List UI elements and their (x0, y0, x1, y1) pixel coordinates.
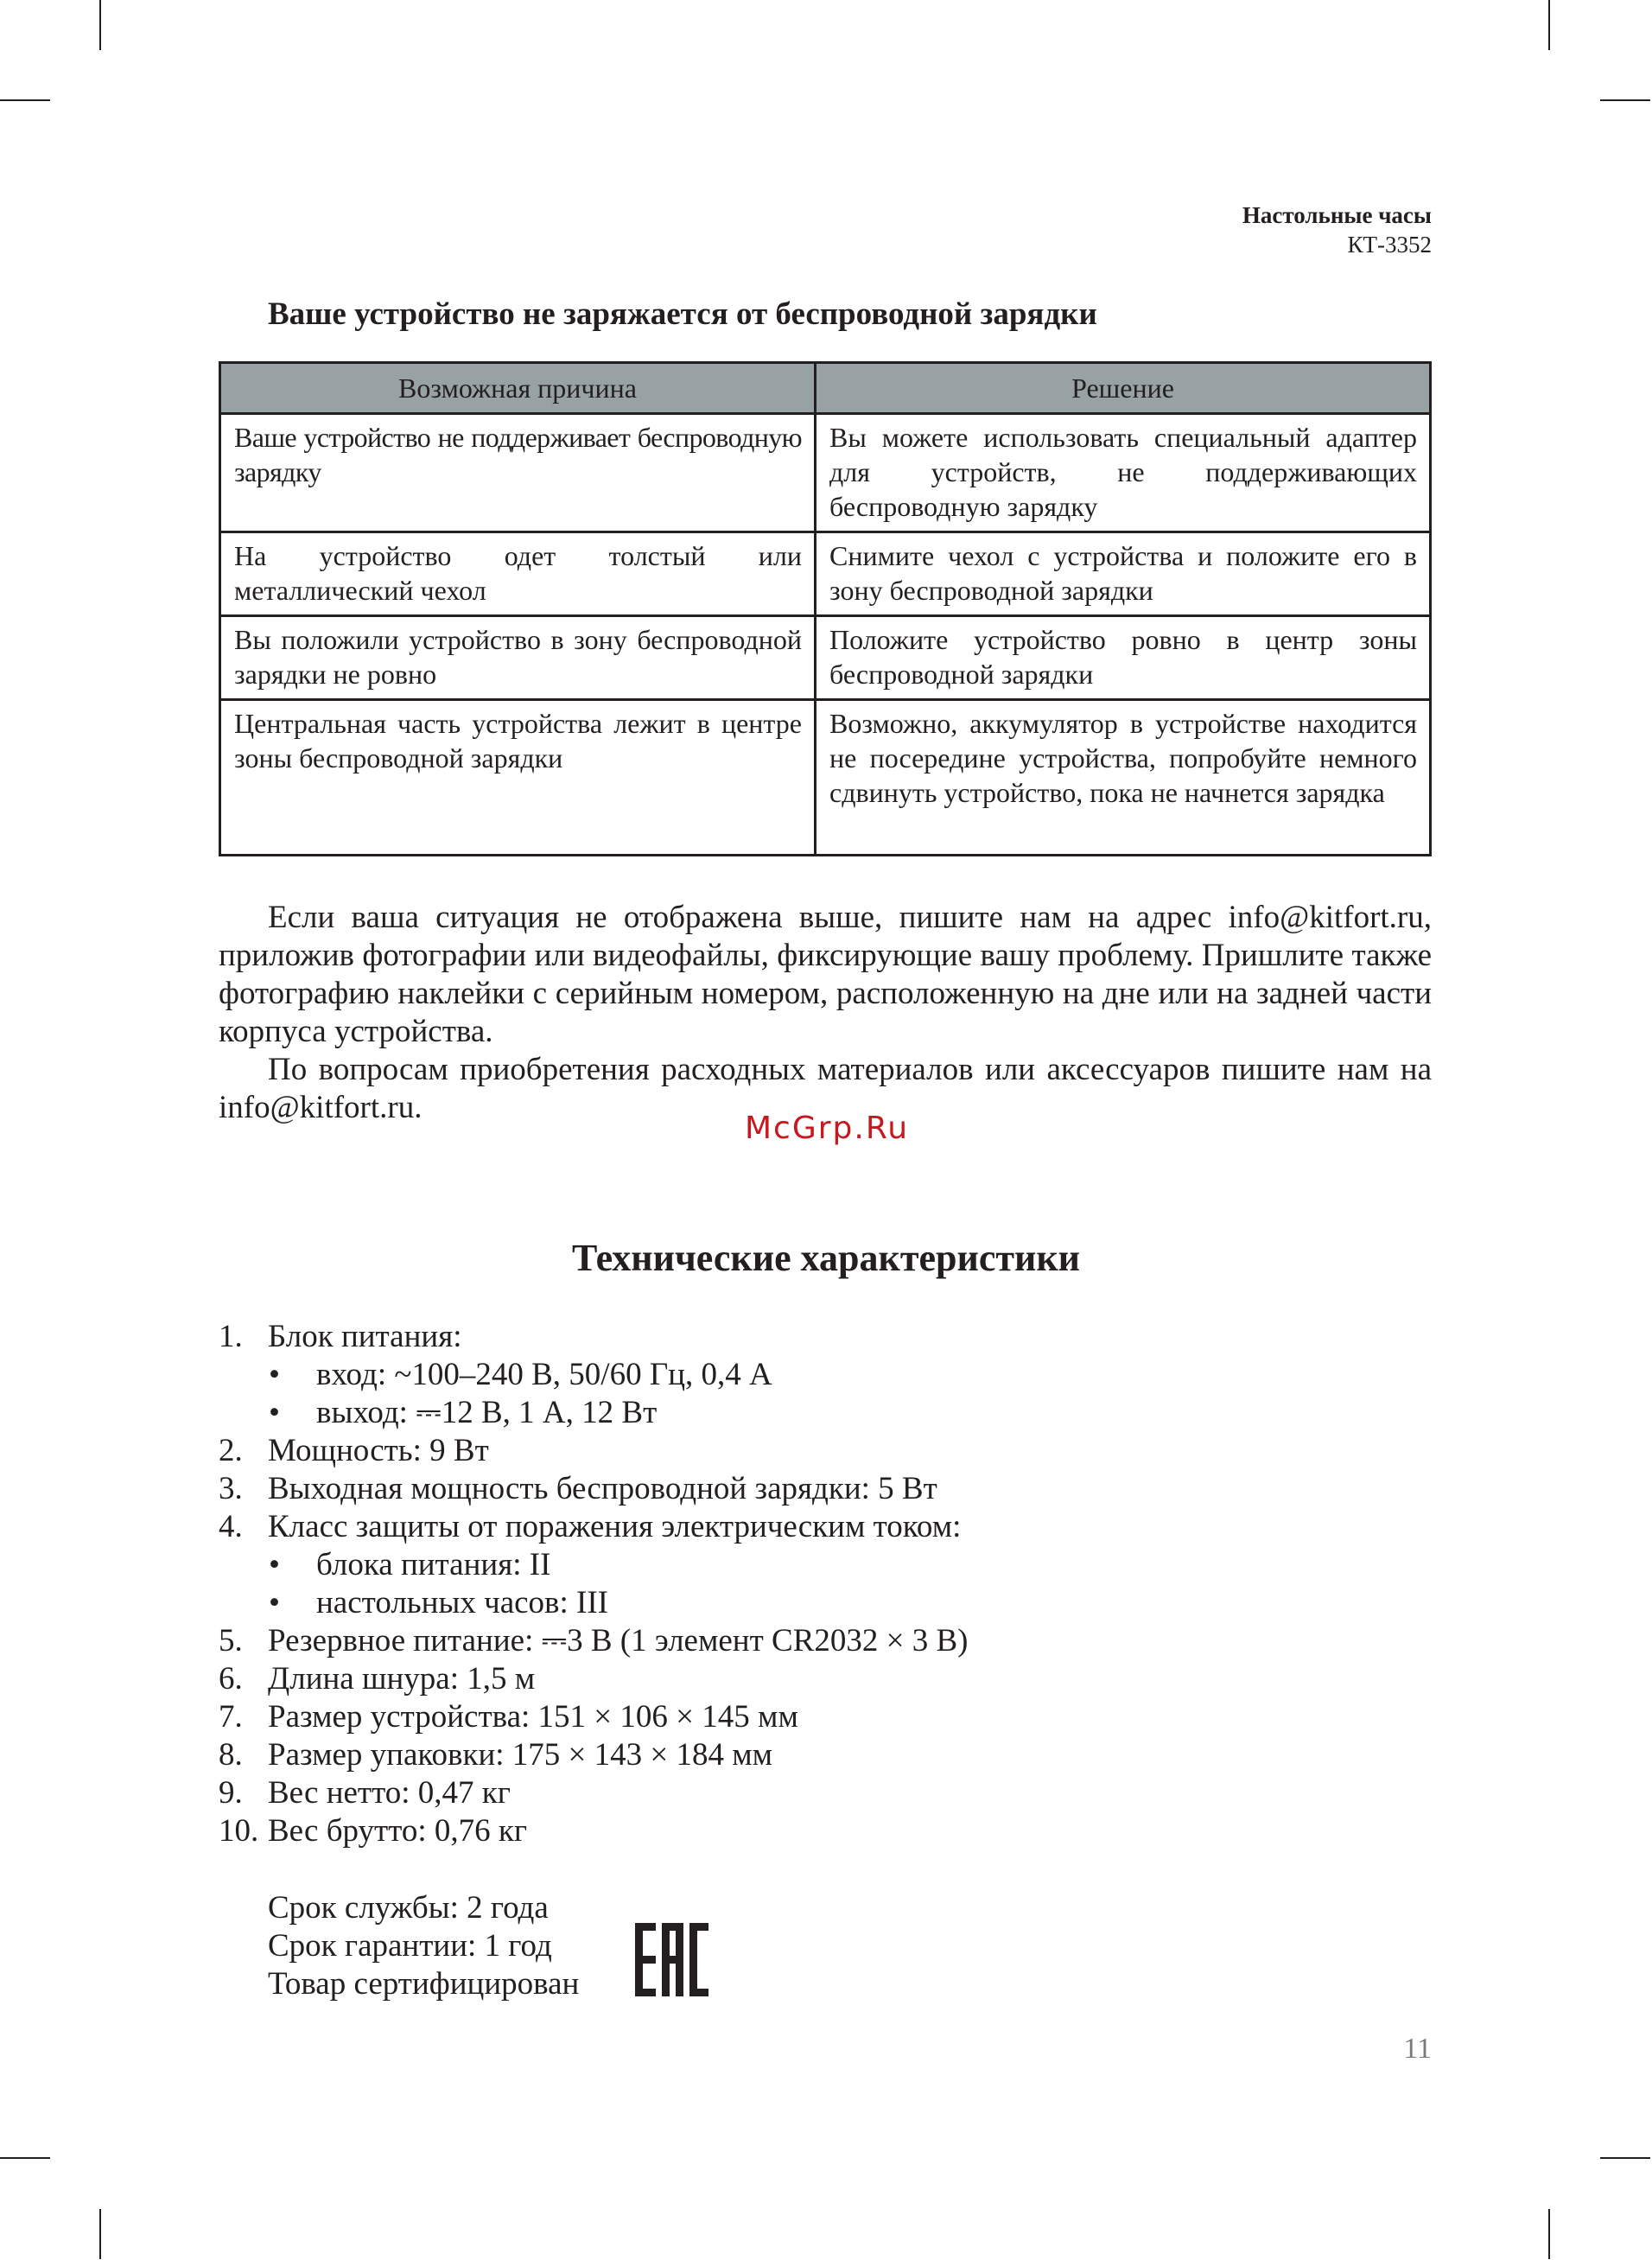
table-row (220, 616, 1431, 700)
spec-subitem (219, 1356, 969, 1394)
header-model: КТ-3352 (1347, 232, 1432, 258)
bullet-icon: • (269, 1357, 280, 1392)
spec-text: Резервное питание: ⎓3 В (1 элемент CR2032 × 3 В) (268, 1623, 969, 1658)
eac-certification-icon (635, 1923, 708, 1996)
spec-number: 6. (219, 1661, 243, 1697)
service-life: Срок службы: 2 года (268, 1890, 549, 1926)
cause-cell: Вы положили устройство в зону беспроводной зарядки не ровно (220, 616, 816, 700)
spec-subitem-text: вход: ~100–240 В, 50/60 Гц, 0,4 А (316, 1357, 772, 1392)
troubleshooting-title: Ваше устройство не заряжается от беспроводной зарядки (268, 296, 1097, 332)
spec-item (219, 1660, 969, 1698)
spec-item (219, 1774, 969, 1812)
spec-subitem (219, 1546, 969, 1584)
spec-item (219, 1698, 969, 1736)
spec-item (219, 1622, 969, 1660)
table-header-row (220, 363, 1431, 414)
spec-subitem (219, 1584, 969, 1622)
table-row (220, 700, 1431, 856)
spec-item (219, 1318, 969, 1356)
crop-mark (1600, 99, 1650, 101)
watermark: McGrp.Ru (745, 1111, 910, 1146)
solution-cell: Положите устройство ровно в центр зоны беспроводной зарядки (816, 616, 1431, 700)
contact-paragraph: Если ваша ситуация не отображена выше, пишите нам на адрес info@kitfort.ru, приложив фотографии или видеофайлы, фиксирующие вашу проблему. Пришлите также фотографию наклейки с серийным номером, расположенную на дне или на задней части корпуса устройства. (219, 900, 1432, 1049)
bullet-icon: • (269, 1585, 280, 1620)
spec-subitem (219, 1394, 969, 1432)
bullet-icon: • (269, 1547, 280, 1582)
spec-text: Длина шнура: 1,5 м (268, 1661, 536, 1697)
spec-number: 4. (219, 1509, 243, 1544)
crop-mark (1548, 2209, 1550, 2259)
spec-subitem-text: выход: ⎓12 В, 1 А, 12 Вт (316, 1395, 658, 1430)
specs-list (219, 1318, 969, 1850)
crop-mark (0, 2157, 50, 2159)
spec-item (219, 1812, 969, 1850)
contact-text (219, 899, 1432, 1127)
header-product: Настольные часы (1242, 202, 1432, 228)
spec-item (219, 1736, 969, 1774)
service-info (268, 1889, 579, 2003)
spec-number: 3. (219, 1471, 243, 1506)
crop-mark (1548, 0, 1550, 50)
spec-number: 7. (219, 1699, 243, 1735)
spec-text: Вес нетто: 0,47 кг (268, 1775, 511, 1811)
spec-number: 5. (219, 1623, 243, 1658)
crop-mark (1600, 2157, 1650, 2159)
solution-cell: Возможно, аккумулятор в устройстве находится не посередине устройства, попробуйте немного сдвинуть устройство, пока не начнется зарядка (816, 700, 1431, 856)
accessories-paragraph: По вопросам приобретения расходных материалов или аксессуаров пишите нам на info@kitfort.ru. (219, 1052, 1432, 1125)
table-row (220, 414, 1431, 532)
spec-number: 2. (219, 1433, 243, 1468)
spec-text: Мощность: 9 Вт (268, 1433, 489, 1468)
crop-mark (0, 99, 50, 101)
spec-text: Размер устройства: 151 × 106 × 145 мм (268, 1699, 798, 1735)
column-header-cause: Возможная причина (220, 363, 816, 414)
bullet-icon: • (269, 1395, 280, 1430)
cause-cell: На устройство одет толстый или металлический чехол (220, 532, 816, 616)
column-header-solution: Решение (816, 363, 1431, 414)
spec-subitem-text: блока питания: II (316, 1547, 551, 1582)
spec-number: 9. (219, 1775, 243, 1811)
spec-item (219, 1508, 969, 1546)
spec-number: 10. (219, 1813, 259, 1849)
cause-cell: Центральная часть устройства лежит в центре зоны беспроводной зарядки (220, 700, 816, 856)
spec-text: Блок питания: (268, 1319, 462, 1354)
running-header (1242, 201, 1432, 259)
warranty-period: Срок гарантии: 1 год (268, 1928, 552, 1964)
crop-mark (99, 2209, 101, 2259)
crop-mark (99, 0, 101, 50)
spec-item (219, 1432, 969, 1470)
spec-text: Выходная мощность беспроводной зарядки: 5 Вт (268, 1471, 937, 1506)
cause-cell: Ваше устройство не поддерживает беспроводную зарядку (220, 414, 816, 532)
spec-text: Размер упаковки: 175 × 143 × 184 мм (268, 1737, 773, 1773)
spec-text: Вес брутто: 0,76 кг (268, 1813, 528, 1849)
certified-note: Товар сертифицирован (268, 1966, 580, 2002)
specs-title: Технические характеристики (571, 1237, 1081, 1279)
spec-text: Класс защиты от поражения электрическим током: (268, 1509, 962, 1544)
spec-subitem-text: настольных часов: III (316, 1585, 609, 1620)
spec-number: 8. (219, 1737, 243, 1773)
spec-number: 1. (219, 1319, 243, 1354)
table-row (220, 532, 1431, 616)
solution-cell: Вы можете использовать специальный адаптер для устройств, не поддерживающих беспроводную зарядку (816, 414, 1431, 532)
solution-cell: Снимите чехол с устройства и положите его в зону беспроводной зарядки (816, 532, 1431, 616)
page-number: 11 (1403, 2033, 1432, 2065)
troubleshooting-table (219, 361, 1432, 856)
spec-item (219, 1470, 969, 1508)
